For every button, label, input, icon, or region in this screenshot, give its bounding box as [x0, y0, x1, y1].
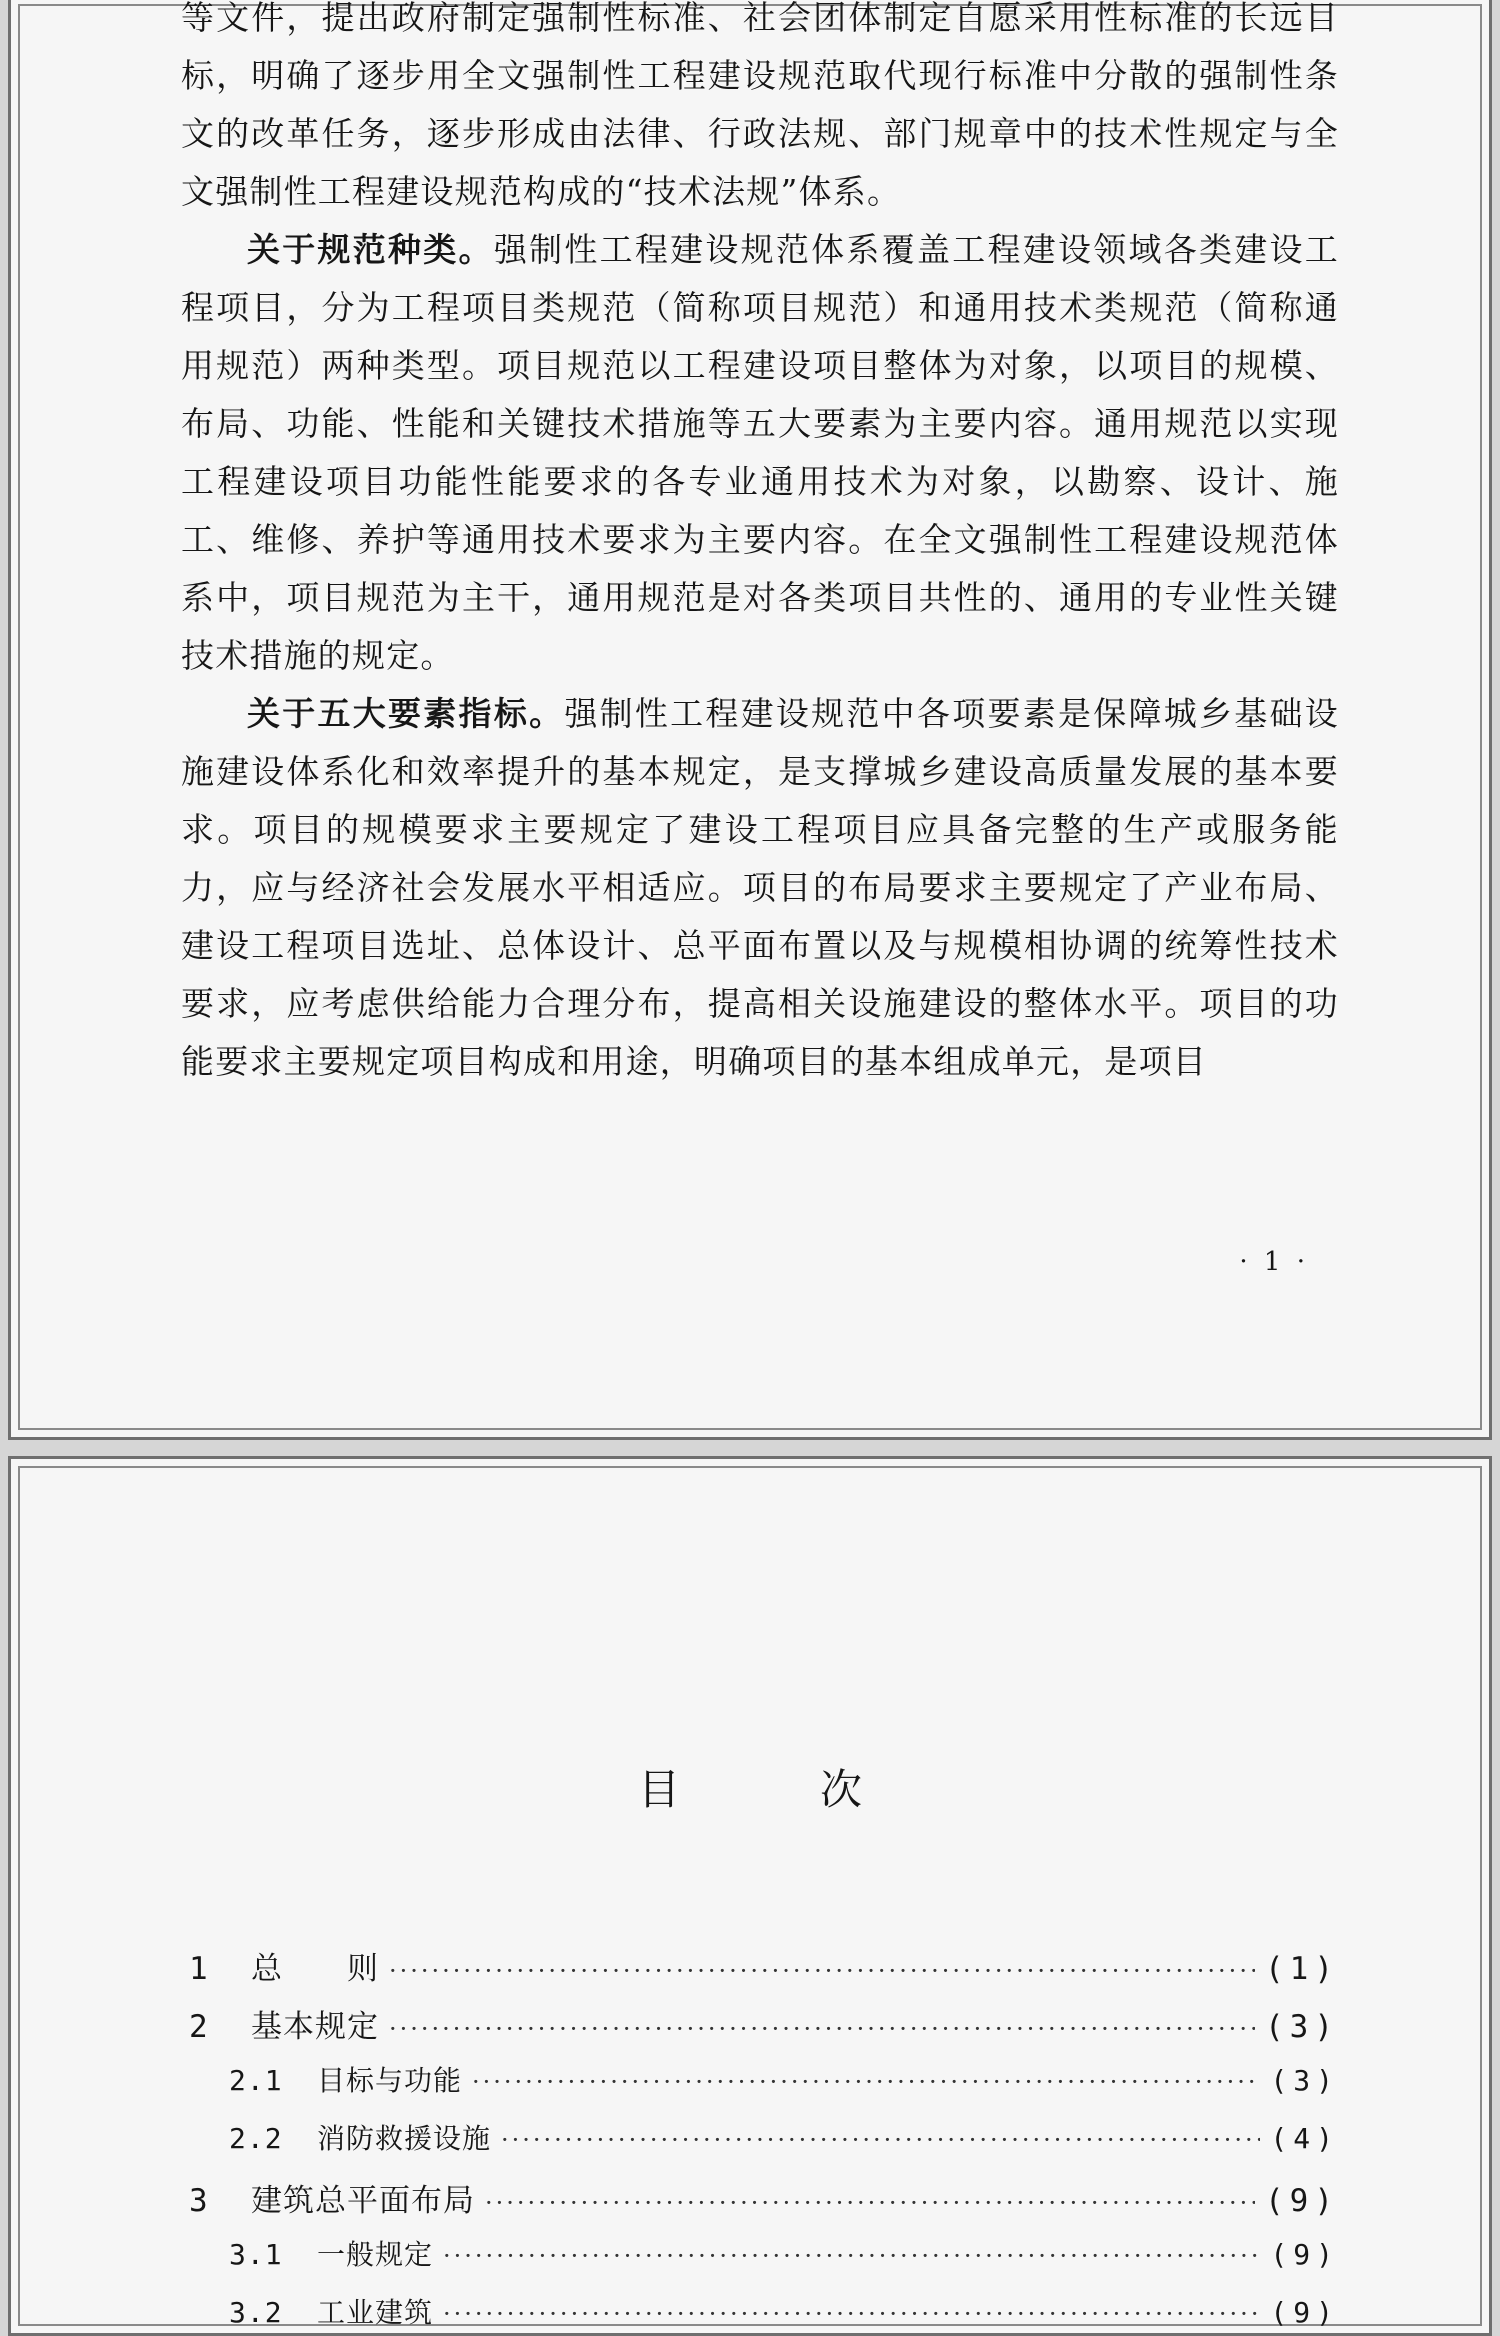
- toc-subentry[interactable]: [189, 2291, 1339, 2336]
- toc-leader-dots: [501, 2126, 1260, 2154]
- toc-entry-label: 基本规定: [251, 2009, 379, 2045]
- paragraph-spec-types: [181, 221, 1339, 685]
- toc-entry[interactable]: [189, 2001, 1339, 2059]
- paragraph-body: 强制性工程建设规范中各项要素是保障城乡基础设施建设体系化和效率提升的基本规定，是支撑城乡建设高质量发展的基本要求。项目的规模要求主要规定了建设工程项目应具备完整的生产或服务能力，应与经济社会发展水平相适应。项目的布局要求主要规定了产业布局、建设工程项目选址、总体设计、总平面布置以及与规模相协调的统筹性技术要求，应考虑供给能力合理分布，提高相关设施建设的整体水平。项目的功能要求主要规定项目构成和用途，明确项目的基本组成单元，是项目: [181, 694, 1339, 1081]
- toc-entry-number: 2.2: [229, 2122, 283, 2155]
- toc-leader-dots: [389, 2015, 1255, 2043]
- toc-entry-label: 建筑总平面布局: [251, 2183, 475, 2219]
- toc-entry[interactable]: [189, 1943, 1339, 2001]
- toc-entry-page: (3): [1270, 2064, 1339, 2097]
- document-page-1: [8, 0, 1492, 1440]
- toc-entry-label: 一般规定: [317, 2238, 434, 2271]
- toc-title: 目次: [637, 1765, 1002, 1814]
- toc-entry-number: 2.1: [229, 2064, 283, 2097]
- toc-entry-number: 3.1: [229, 2238, 283, 2271]
- paragraph-five-elements: [181, 685, 1339, 1091]
- toc-subentry[interactable]: [189, 2117, 1339, 2175]
- toc-entry-number: 1: [189, 1951, 209, 1987]
- toc-entry-number: 3.2: [229, 2296, 283, 2329]
- toc-entry-number: 3: [189, 2183, 209, 2219]
- toc-subentry[interactable]: [189, 2059, 1339, 2117]
- toc-entry-page: (4): [1270, 2122, 1339, 2155]
- page-number: · 1 ·: [1239, 1247, 1309, 1277]
- toc-leader-dots: [472, 2068, 1260, 2096]
- toc-entry-number: 2: [189, 2009, 209, 2045]
- toc-entry[interactable]: [189, 2175, 1339, 2233]
- toc-entry-page: (9): [1265, 2183, 1339, 2219]
- toc-entry-label: 工业建筑: [317, 2296, 434, 2329]
- toc-entry-page: (3): [1265, 2009, 1339, 2045]
- table-of-contents: [189, 1943, 1339, 2336]
- toc-entry-label: 消防救援设施: [317, 2122, 492, 2155]
- paragraph-heading: 关于规范种类。: [247, 230, 494, 269]
- toc-entry-label: 目标与功能: [317, 2064, 463, 2097]
- toc-entry-page: (9): [1270, 2238, 1339, 2271]
- document-page-2: [8, 1456, 1492, 2336]
- paragraph-heading: 关于五大要素指标。: [247, 694, 565, 733]
- body-text: [181, 0, 1339, 1091]
- paragraph-body: 强制性工程建设规范体系覆盖工程建设领域各类建设工程项目，分为工程项目类规范（简称项目规范）和通用技术类规范（简称通用规范）两种类型。项目规范以工程建设项目整体为对象，以项目的规模、布局、功能、性能和关键技术措施等五大要素为主要内容。通用规范以实现工程建设项目功能性能要求的各专业通用技术为对象，以勘察、设计、施工、维修、养护等通用技术要求为主要内容。在全文强制性工程建设规范体系中，项目规范为主干，通用规范是对各类项目共性的、通用的专业性关键技术措施的规定。: [181, 230, 1339, 675]
- toc-entry-page: (9): [1270, 2296, 1339, 2329]
- toc-leader-dots: [485, 2189, 1255, 2217]
- toc-subentry[interactable]: [189, 2233, 1339, 2291]
- toc-entry-label: 总 则: [251, 1951, 379, 1987]
- toc-leader-dots: [389, 1957, 1255, 1985]
- toc-leader-dots: [443, 2242, 1260, 2270]
- toc-entry-page: (1): [1265, 1951, 1339, 1987]
- toc-leader-dots: [443, 2300, 1260, 2328]
- paragraph-continued: 等文件，提出政府制定强制性标准、社会团体制定自愿采用性标准的长远目标，明确了逐步用全文强制性工程建设规范取代现行标准中分散的强制性条文的改革任务，逐步形成由法律、行政法规、部门规章中的技术性规定与全文强制性工程建设规范构成的“技术法规”体系。: [181, 0, 1339, 211]
